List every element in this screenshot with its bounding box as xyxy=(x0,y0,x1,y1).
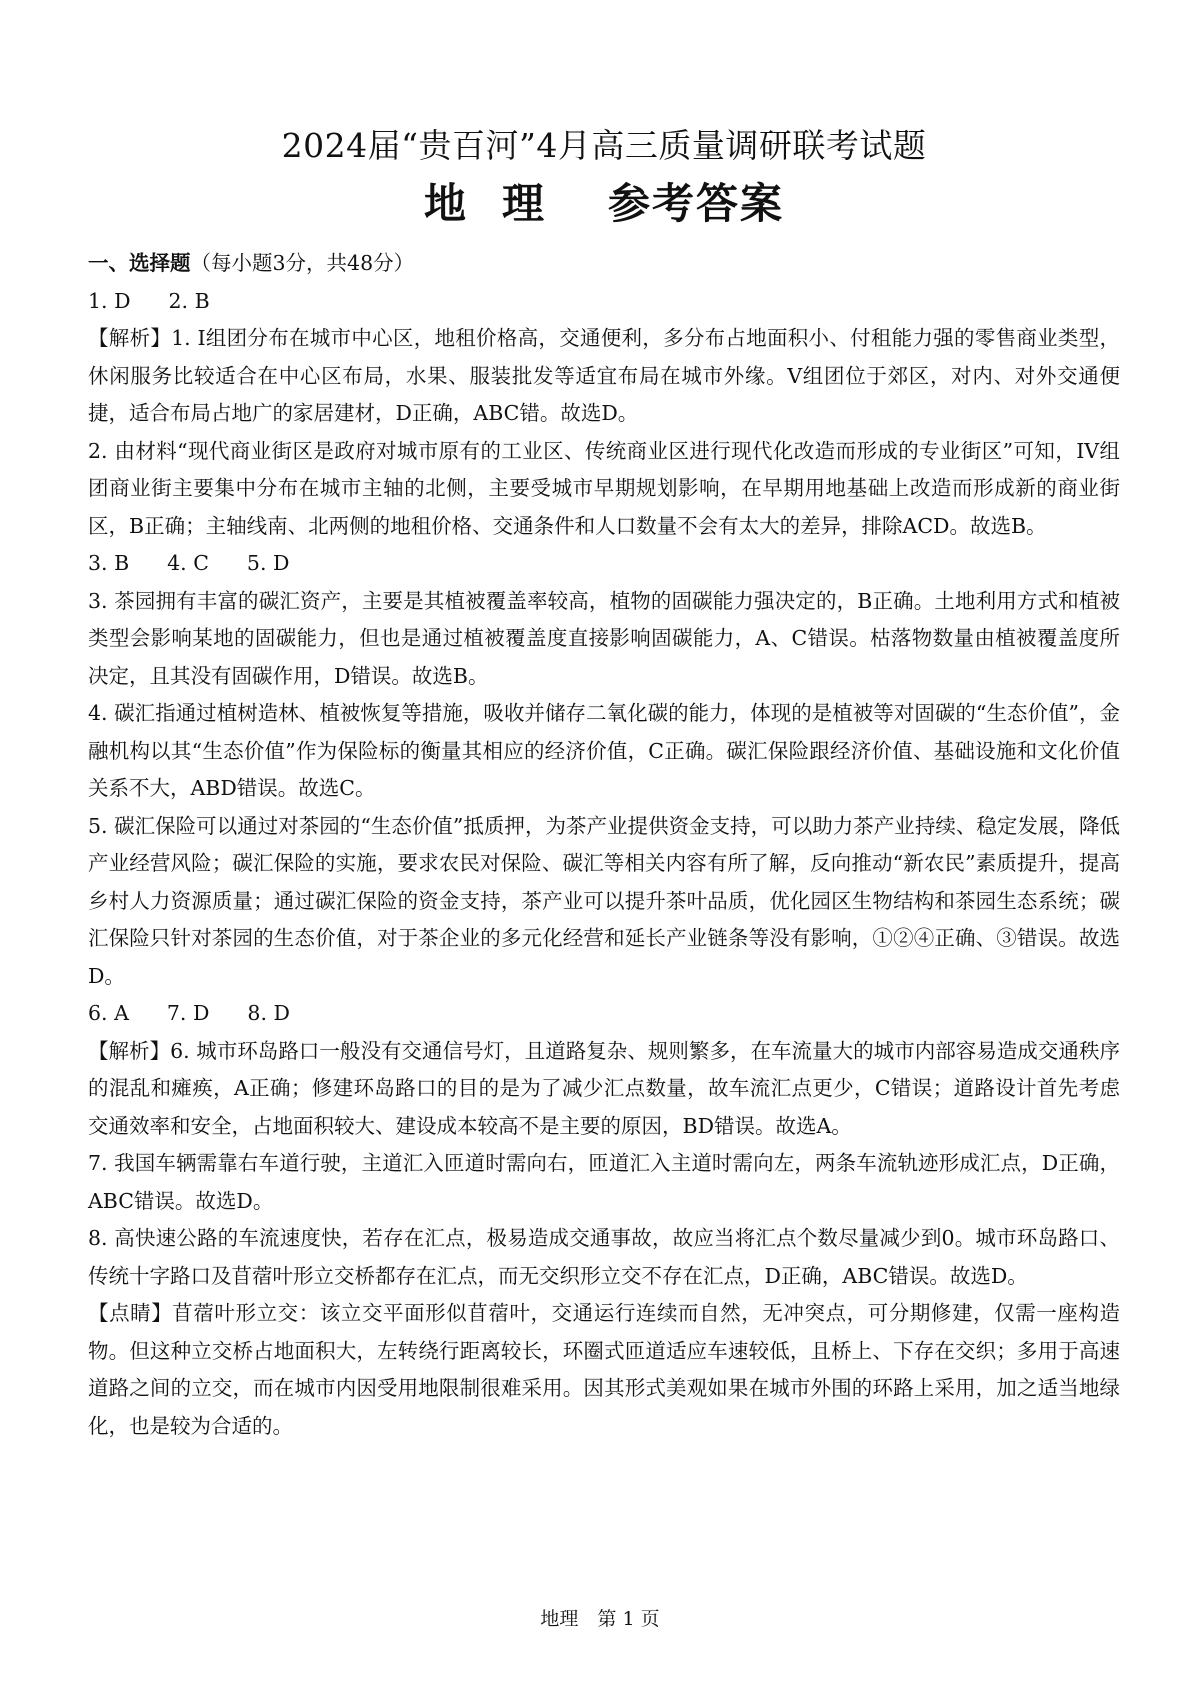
answer-item: 8. D xyxy=(247,1001,290,1025)
explanation-paragraph: 7. 我国车辆需靠右车道行驶，主道汇入匝道时需向右，匝道汇入主道时需向左，两条车流轨迹形成汇点，D正确，ABC错误。故选D。 xyxy=(88,1151,1120,1213)
subject-answer-label: 参考答案 xyxy=(608,179,785,228)
explanation-paragraph: 3. 茶园拥有丰富的碳汇资产，主要是其植被覆盖率较高，植物的固碳能力强决定的，B正确。土地利用方式和植被类型会影响某地的固碳能力，但也是通过植被覆盖度直接影响固碳能力，A、C错误。枯落物数量由植被覆盖度所决定，且其没有固碳作用，D错误。故选B。 xyxy=(88,588,1120,688)
explanation-paragraph: 8. 高快速公路的车流速度快，若存在汇点，极易造成交通事故，故应当将汇点个数尽量减少到0。城市环岛路口、传统十字路口及苜蓿叶形立交桥都存在汇点，而无交织形立交不存在汇点，D正确，ABC错误。故选D。 xyxy=(88,1226,1120,1288)
answer-item: 2. B xyxy=(168,288,210,313)
subject-char-2: 理 xyxy=(501,179,546,228)
explanation-paragraph: 2. 由材料“现代商业街区是政府对城市原有的工业区、传统商业区进行现代化改造而形成的专业街区”可知，IV组团商业街主要集中分布在城市主轴的北侧，主要受城市早期规划影响，在早期用地基础上改造而形成新的商业街区，B正确；主轴线南、北两侧的地租价格、交通条件和人口数量不会有太大的差异，排除ACD。故选B。 xyxy=(88,438,1120,538)
subject-heading xyxy=(88,171,1120,231)
answer-item: 1. D xyxy=(88,288,131,313)
answer-item: 7. D xyxy=(166,1001,210,1025)
section-heading xyxy=(88,245,1120,283)
answer-item: 4. C xyxy=(167,551,209,575)
page-footer: 地理 第 1 页 xyxy=(540,1608,660,1630)
subject-char-1: 地 xyxy=(423,179,468,228)
answer-item: 5. D xyxy=(246,551,290,575)
section-title: 一、选择题 xyxy=(88,251,191,275)
answer-item: 6. A xyxy=(88,1001,129,1025)
explanation-paragraph: 【解析】6. 城市环岛路口一般没有交通信号灯，且道路复杂、规则繁多，在车流量大的城市内部容易造成交通秩序的混乱和瘫痪，A正确；修建环岛路口的目的是为了减少汇点数量，故车流汇点更少，C错误；道路设计首先考虑交通效率和安全，占地面积较大、建设成本较高不是主要的原因，BD错误。故选A。 xyxy=(88,1038,1120,1138)
answer-item: 3. B xyxy=(88,551,130,575)
answer-line-3 xyxy=(88,995,1120,1033)
explanation-paragraph: 【解析】1. I组团分布在城市中心区，地租价格高，交通便利，多分布占地面积小、付租能力强的零售商业类型，休闲服务比较适合在中心区布局，水果、服装批发等适宜布局在城市外缘。V组团位于郊区，对内、对外交通便捷，适合布局占地广的家居建材，D正确，ABC错。故选D。 xyxy=(88,326,1120,425)
answer-sheet-page xyxy=(88,120,1120,1445)
explanation-paragraph: 5. 碳汇保险可以通过对茶园的“生态价值”抵质押，为茶产业提供资金支持，可以助力茶产业持续、稳定发展，降低产业经营风险；碳汇保险的实施，要求农民对保险、碳汇等相关内容有所了解，反向推动“新农民”素质提升，提高乡村人力资源质量；通过碳汇保险的资金支持，茶产业可以提升茶叶品质，优化园区生物结构和茶园生态系统；碳汇保险只针对茶园的生态价值，对于茶企业的多元化经营和延长产业链条等没有影响，①②④正确、③错误。故选D。 xyxy=(88,813,1120,988)
explanation-paragraph: 4. 碳汇指通过植树造林、植被恢复等措施，吸收并储存二氧化碳的能力，体现的是植被等对固碳的“生态价值”，金融机构以其“生态价值”作为保险标的衡量其相应的经济价值，C正确。碳汇保险跟经济价值、基础设施和文化价值关系不大，ABD错误。故选C。 xyxy=(88,701,1120,800)
exam-title: 2024届“贵百河”4月高三质量调研联考试题 xyxy=(281,126,927,165)
tip-paragraph: 【点睛】苜蓿叶形立交：该立交平面形似苜蓿叶，交通运行连续而自然，无冲突点，可分期修建，仅需一座构造物。但这种立交桥占地面积大，左转绕行距离较长，环圈式匝道适应车速较低，且桥上、下存在交织；多用于高速道路之间的立交，而在城市内因受用地限制很难采用。因其形式美观如果在城市外围的环路上采用，加之适当地绿化，也是较为合适的。 xyxy=(88,1301,1120,1438)
answer-line-2 xyxy=(88,545,1120,583)
answer-line-1 xyxy=(88,283,1120,321)
section-note: （每小题3分，共48分） xyxy=(190,251,415,275)
